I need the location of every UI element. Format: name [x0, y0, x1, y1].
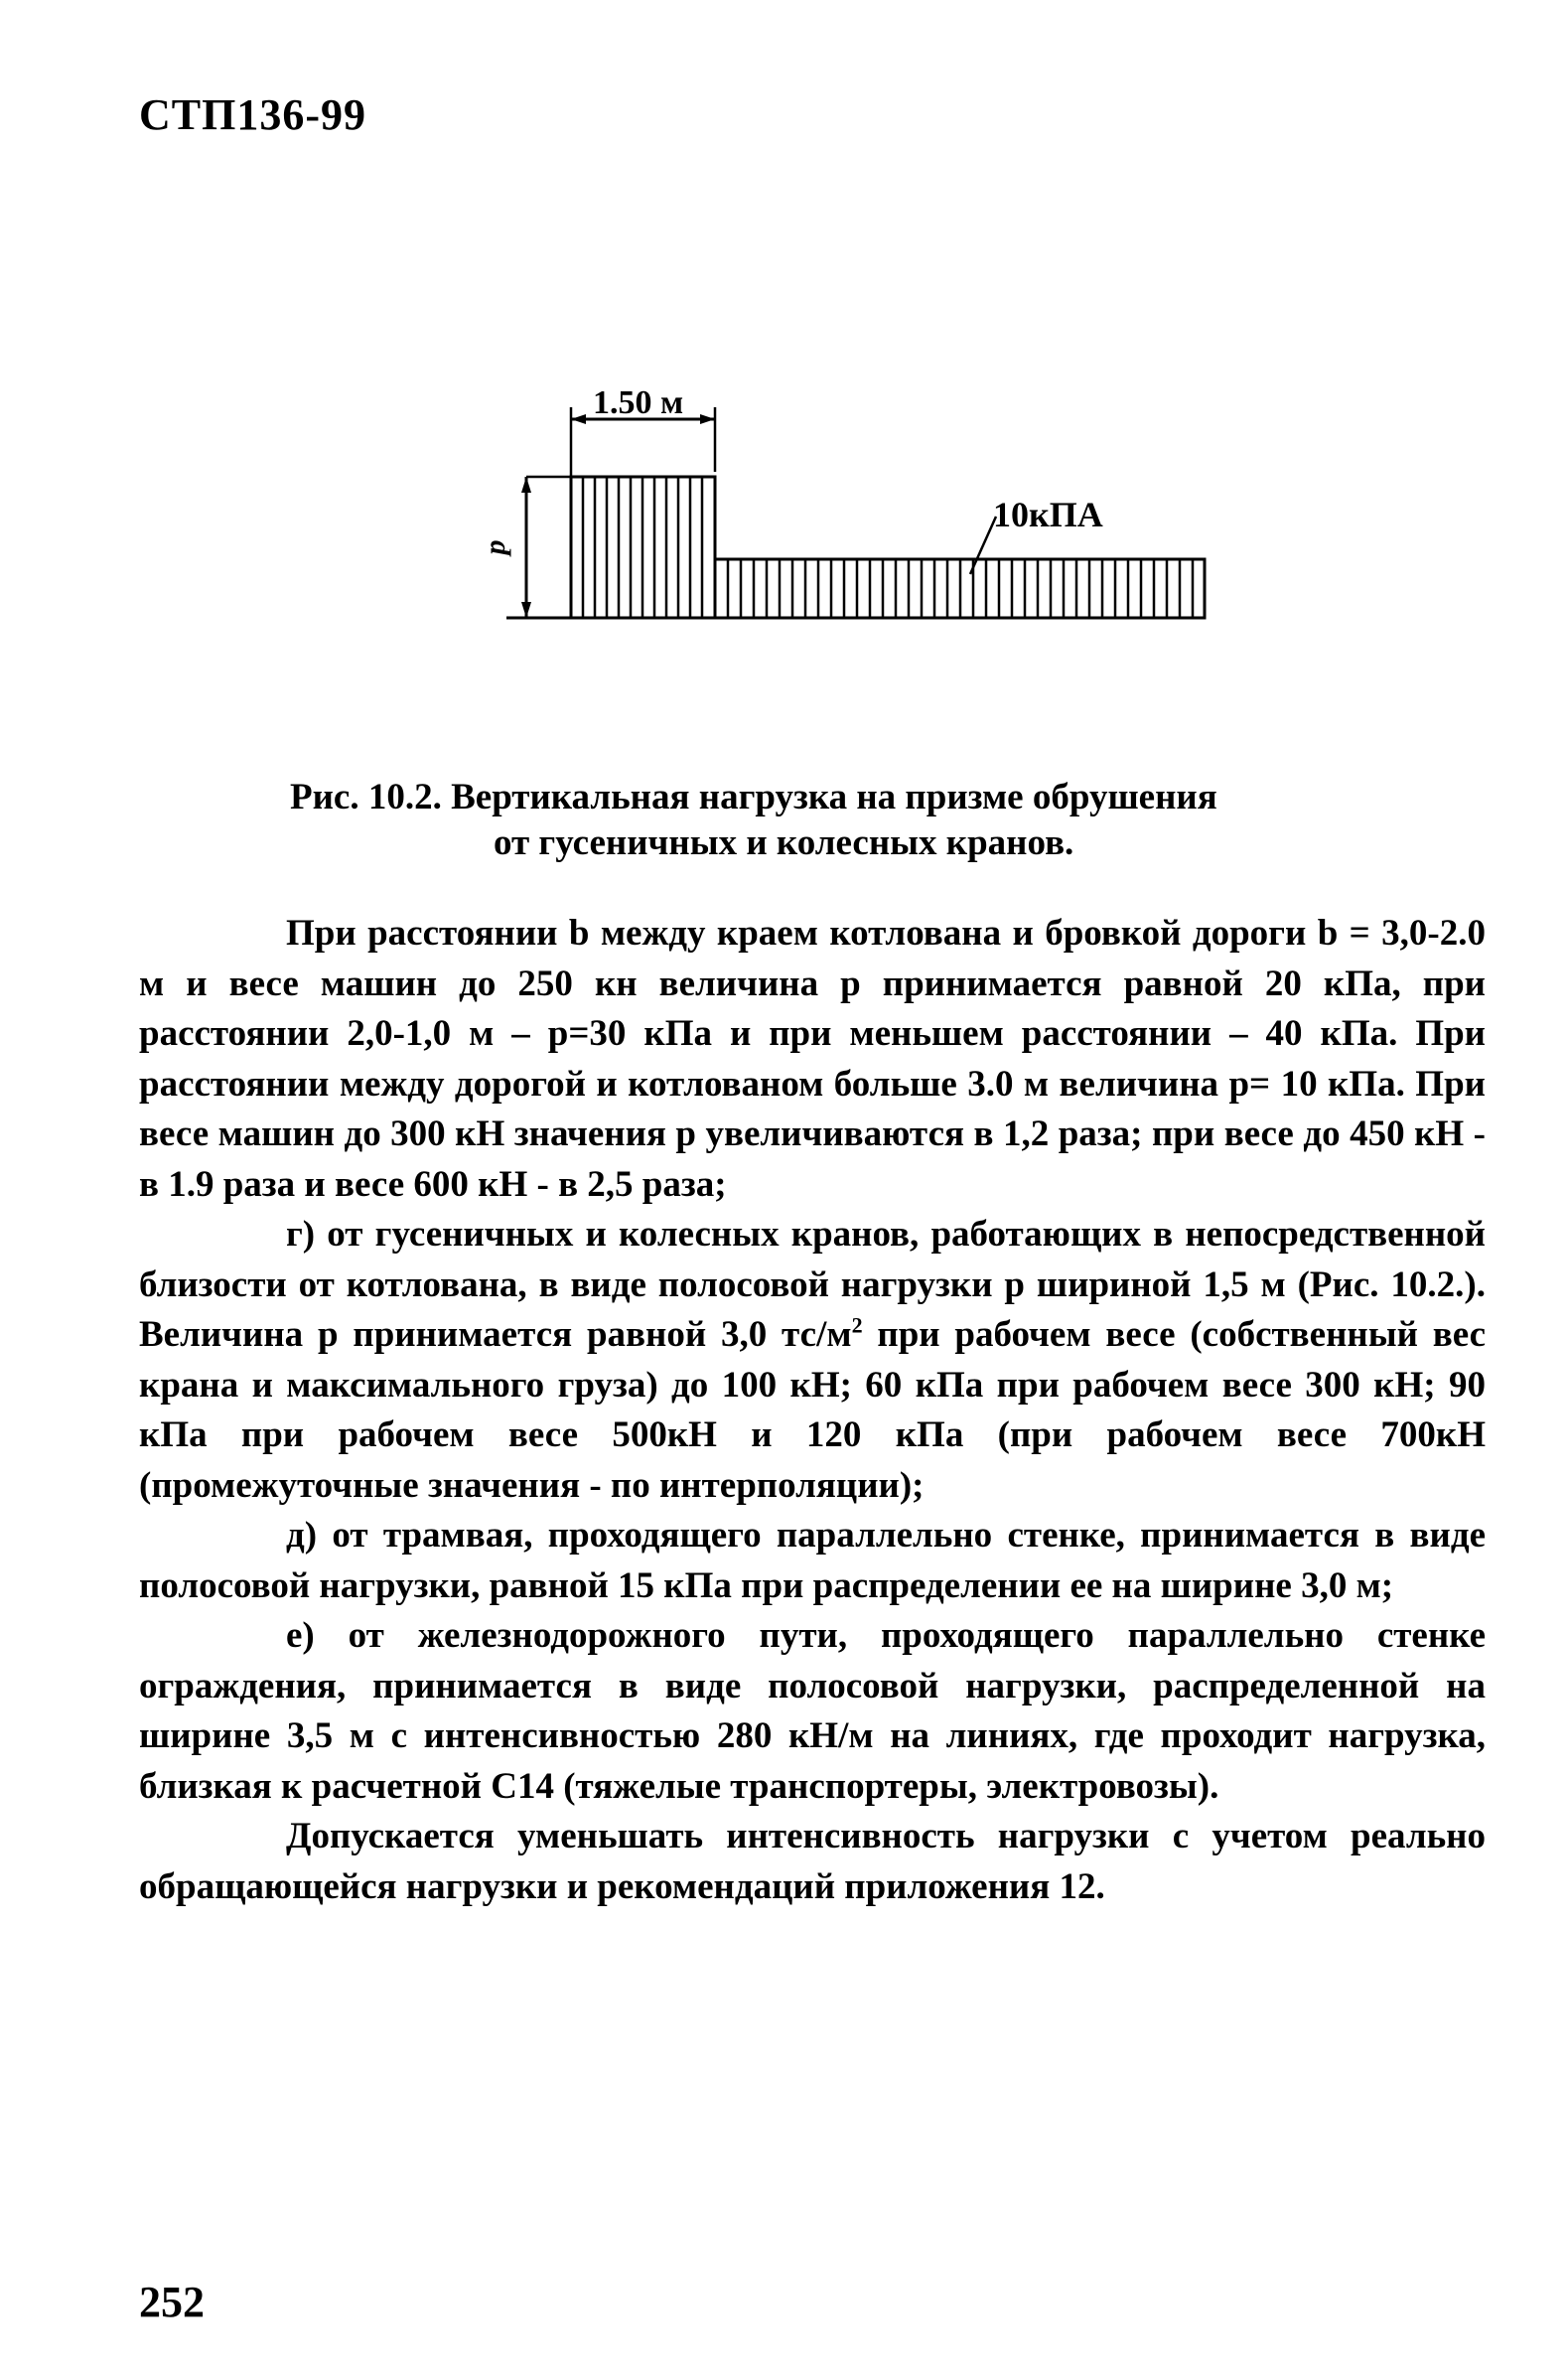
height-arrow-bottom: [521, 602, 531, 618]
paragraph-crane-load-part2: при рабочем весе (собственный вес крана и максимального груза) до 100 кН; 60 кПа при рабочем весе 300 кН; 90 кПа при рабочем весе 500кН и 120 кПа (при рабочем весе 700кН (промежуточные значения - по интерполяции);: [139, 1314, 1487, 1506]
paragraph-crane-load-part1: г) от гусеничных и колесных кранов, работающих в непосредственной близости от котлована, в виде полосовой нагрузки p шириной 1,5 м (Рис. 10.2.). Величина p принимается равной 3,0 тс/м: [139, 1214, 1486, 1355]
paragraph-railway-load: е) от железнодорожного пути, проходящего параллельно стенке ограждения, принимается в виде полосовой нагрузки, распределенной на ширине 3,5 м с интенсивностью 280 кН/м на линиях, где проходит нагрузка, близкая к расчетной С14 (тяжелые транспортеры, электровозы).: [139, 1615, 1486, 1807]
page-number: 252: [139, 2278, 205, 2326]
document-code: СТП136-99: [139, 90, 366, 139]
figure-caption-line2: от гусеничных и колесных кранов.: [494, 822, 1074, 863]
figure-caption-line1: Рис. 10.2. Вертикальная нагрузка на призме обрушения: [290, 777, 1217, 817]
paragraph-tram-load: д) от трамвая, проходящего параллельно стенке, принимается в виде полосовой нагрузки, равной 15 кПа при распределении ее на ширине 3,0 м;: [139, 1515, 1486, 1606]
paragraph-distance-load: При расстоянии b между краем котлована и бровкой дороги b = 3,0-2.0 м и весе машин до 250 кн величина p принимается равной 20 кПа, при расстоянии 2,0-1,0 м – p=30 кПа и при меньшем расстоянии – 40 кПа. При расстоянии между дорогой и котлованом больше 3.0 м величина p= 10 кПа. При весе машин до 300 кН значения p увеличиваются в 1,2 раза; при весе до 450 кН - в 1.9 раза и весе 600 кН - в 2,5 раза;: [139, 913, 1486, 1205]
load-diagram: [437, 377, 1231, 636]
width-arrow-right: [700, 414, 715, 424]
figure-caption: [290, 775, 1283, 866]
paragraph-crane-load: [139, 1210, 1486, 1511]
width-arrow-left: [571, 414, 586, 424]
body-text: [139, 909, 1486, 1912]
load-diagram-svg: [437, 377, 1231, 636]
paragraph-load-reduction: Допускается уменьшать интенсивность нагрузки с учетом реально обращающейся нагрузки и рекомендаций приложения 12.: [139, 1816, 1486, 1907]
height-arrow-top: [521, 477, 531, 493]
width-label: 1.50 м: [593, 384, 684, 421]
superscript-2: 2: [851, 1312, 863, 1338]
load-value-label: 10кПА: [993, 495, 1103, 534]
height-label: p: [479, 539, 511, 555]
